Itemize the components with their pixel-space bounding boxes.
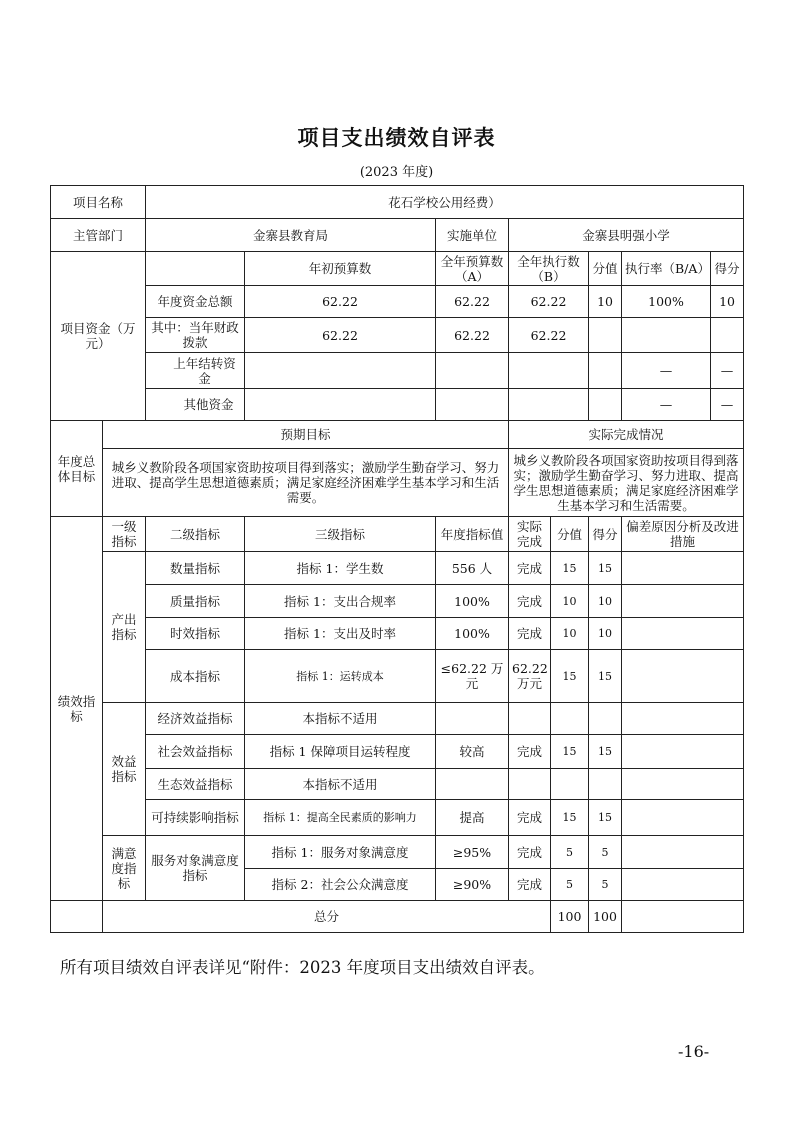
funds-row-rate — [622, 318, 711, 353]
ind-header-score: 得分 — [589, 517, 622, 552]
funds-row-initial — [245, 389, 436, 421]
funds-row-label: 上年结转资金 — [146, 353, 245, 389]
ind-deviation — [622, 800, 744, 836]
dept-value: 金寨县教育局 — [146, 219, 436, 252]
funds-row-score-value: 10 — [589, 286, 622, 318]
funds-row-score-value — [589, 318, 622, 353]
ind-target — [436, 769, 509, 800]
goals-expected-header: 预期目标 — [103, 421, 509, 449]
funds-row-score: — — [711, 389, 744, 421]
ind-value: 10 — [551, 585, 589, 618]
funds-row-executed: 62.22 — [509, 318, 589, 353]
unit-label: 实施单位 — [436, 219, 509, 252]
ind-deviation — [622, 735, 744, 769]
funds-row-initial: 62.22 — [245, 318, 436, 353]
ind-target: 100% — [436, 585, 509, 618]
ind-level2: 时效指标 — [146, 618, 245, 650]
ind-target: ≥95% — [436, 836, 509, 869]
ind-target — [436, 703, 509, 735]
funds-row-label: 年度资金总额 — [146, 286, 245, 318]
ind-actual: 完成 — [509, 585, 551, 618]
project-name-label: 项目名称 — [51, 186, 146, 219]
satisfaction-indicators-label: 满意度指标 — [103, 836, 146, 901]
ind-header-level1: 一级指标 — [103, 517, 146, 552]
ind-level3: 指标 1：服务对象满意度 — [245, 836, 436, 869]
ind-score: 10 — [589, 585, 622, 618]
funds-label: 项目资金（万元） — [51, 252, 146, 421]
ind-header-level2: 二级指标 — [146, 517, 245, 552]
ind-deviation — [622, 618, 744, 650]
funds-row-annual — [436, 389, 509, 421]
ind-actual: 完成 — [509, 836, 551, 869]
ind-value: 5 — [551, 836, 589, 869]
funds-row-initial: 62.22 — [245, 286, 436, 318]
ind-deviation — [622, 585, 744, 618]
funds-header-blank — [146, 252, 245, 286]
funds-row-annual: 62.22 — [436, 286, 509, 318]
ind-actual: 完成 — [509, 552, 551, 585]
ind-level2: 数量指标 — [146, 552, 245, 585]
funds-row-annual — [436, 353, 509, 389]
ind-score: 5 — [589, 836, 622, 869]
ind-level3: 指标 1 保障项目运转程度 — [245, 735, 436, 769]
ind-actual: 完成 — [509, 869, 551, 901]
ind-level3: 本指标不适用 — [245, 769, 436, 800]
funds-row-executed — [509, 353, 589, 389]
funds-header-annual: 全年预算数（A） — [436, 252, 509, 286]
ind-score: 15 — [589, 650, 622, 703]
ind-value: 5 — [551, 869, 589, 901]
funds-row-executed: 62.22 — [509, 286, 589, 318]
ind-actual — [509, 703, 551, 735]
ind-level2: 质量指标 — [146, 585, 245, 618]
funds-row-executed — [509, 389, 589, 421]
funds-row-rate: — — [622, 353, 711, 389]
total-blank — [51, 901, 103, 933]
ind-level2: 社会效益指标 — [146, 735, 245, 769]
funds-row-score: — — [711, 353, 744, 389]
satisfaction-sub-label: 服务对象满意度指标 — [146, 836, 245, 901]
year-subtitle: (2023 年度) — [359, 165, 434, 180]
project-name-value: 花石学校公用经费） — [146, 186, 744, 219]
ind-score: 15 — [589, 735, 622, 769]
funds-header-score: 得分 — [711, 252, 744, 286]
ind-level2: 经济效益指标 — [146, 703, 245, 735]
ind-target: 提高 — [436, 800, 509, 836]
ind-deviation — [622, 650, 744, 703]
ind-actual: 完成 — [509, 735, 551, 769]
ind-target: ≥90% — [436, 869, 509, 901]
funds-row-score-value — [589, 353, 622, 389]
goals-label: 年度总体目标 — [51, 421, 103, 517]
goals-actual-header: 实际完成情况 — [509, 421, 744, 449]
funds-row-initial — [245, 353, 436, 389]
ind-level3: 指标 1：支出及时率 — [245, 618, 436, 650]
ind-actual — [509, 769, 551, 800]
indicators-label: 绩效指标 — [51, 517, 103, 901]
ind-deviation — [622, 836, 744, 869]
ind-level3: 本指标不适用 — [245, 703, 436, 735]
ind-score: 15 — [589, 800, 622, 836]
total-deviation — [622, 901, 744, 933]
funds-row-score — [711, 318, 744, 353]
ind-score — [589, 703, 622, 735]
ind-actual: 62.22 万元 — [509, 650, 551, 703]
ind-level3: 指标 1：运转成本 — [245, 650, 436, 703]
benefit-indicators-label: 效益指标 — [103, 703, 146, 836]
total-score: 100 — [589, 901, 622, 933]
goals-actual-text: 城乡义教阶段各项国家资助按项目得到落实；激励学生勤奋学习、努力进取、提高学生思想道德素质；满足家庭经济困难学生基本学习和生活需要。 — [509, 449, 744, 517]
ind-score: 5 — [589, 869, 622, 901]
ind-header-target: 年度指标值 — [436, 517, 509, 552]
funds-row-label: 其他资金 — [146, 389, 245, 421]
ind-score — [589, 769, 622, 800]
ind-deviation — [622, 703, 744, 735]
ind-deviation — [622, 869, 744, 901]
ind-header-value: 分值 — [551, 517, 589, 552]
unit-value: 金寨县明强小学 — [509, 219, 744, 252]
ind-value: 15 — [551, 735, 589, 769]
output-indicators-label: 产出指标 — [103, 552, 146, 703]
ind-target: ≤62.22 万元 — [436, 650, 509, 703]
ind-actual: 完成 — [509, 800, 551, 836]
ind-deviation — [622, 769, 744, 800]
ind-target: 100% — [436, 618, 509, 650]
funds-header-score-value: 分值 — [589, 252, 622, 286]
ind-level3: 指标 1：学生数 — [245, 552, 436, 585]
ind-score: 10 — [589, 618, 622, 650]
ind-value: 10 — [551, 618, 589, 650]
funds-row-rate: — — [622, 389, 711, 421]
funds-row-score: 10 — [711, 286, 744, 318]
funds-row-rate: 100% — [622, 286, 711, 318]
ind-score: 15 — [589, 552, 622, 585]
ind-header-level3: 三级指标 — [245, 517, 436, 552]
goals-expected-text: 城乡义教阶段各项国家资助按项目得到落实；激励学生勤奋学习、努力进取、提高学生思想道德素质；满足家庭经济困难学生基本学习和生活需要。 — [103, 449, 509, 517]
evaluation-table — [50, 185, 744, 933]
page-number: -16- — [678, 1042, 710, 1061]
ind-level3: 指标 2：社会公众满意度 — [245, 869, 436, 901]
ind-deviation — [622, 552, 744, 585]
ind-value — [551, 703, 589, 735]
total-value: 100 — [551, 901, 589, 933]
funds-header-rate: 执行率（B/A） — [622, 252, 711, 286]
funds-row-annual: 62.22 — [436, 318, 509, 353]
ind-target: 较高 — [436, 735, 509, 769]
ind-level3: 指标 1：提高全民素质的影响力 — [245, 800, 436, 836]
funds-header-executed: 全年执行数（B） — [509, 252, 589, 286]
funds-row-score-value — [589, 389, 622, 421]
footer-note: 所有项目绩效自评表详见“附件：2023 年度项目支出绩效自评表。 — [60, 958, 545, 977]
ind-value — [551, 769, 589, 800]
ind-header-deviation: 偏差原因分析及改进措施 — [622, 517, 744, 552]
ind-actual: 完成 — [509, 618, 551, 650]
ind-target: 556 人 — [436, 552, 509, 585]
funds-header-initial: 年初预算数 — [245, 252, 436, 286]
dept-label: 主管部门 — [51, 219, 146, 252]
ind-level3: 指标 1：支出合规率 — [245, 585, 436, 618]
ind-value: 15 — [551, 800, 589, 836]
total-label: 总分 — [103, 901, 551, 933]
funds-row-label: 其中：当年财政拨款 — [146, 318, 245, 353]
ind-header-actual: 实际完成 — [509, 517, 551, 552]
page-title: 项目支出绩效自评表 — [297, 126, 496, 150]
ind-level2: 成本指标 — [146, 650, 245, 703]
ind-value: 15 — [551, 552, 589, 585]
ind-value: 15 — [551, 650, 589, 703]
ind-level2: 可持续影响指标 — [146, 800, 245, 836]
ind-level2: 生态效益指标 — [146, 769, 245, 800]
